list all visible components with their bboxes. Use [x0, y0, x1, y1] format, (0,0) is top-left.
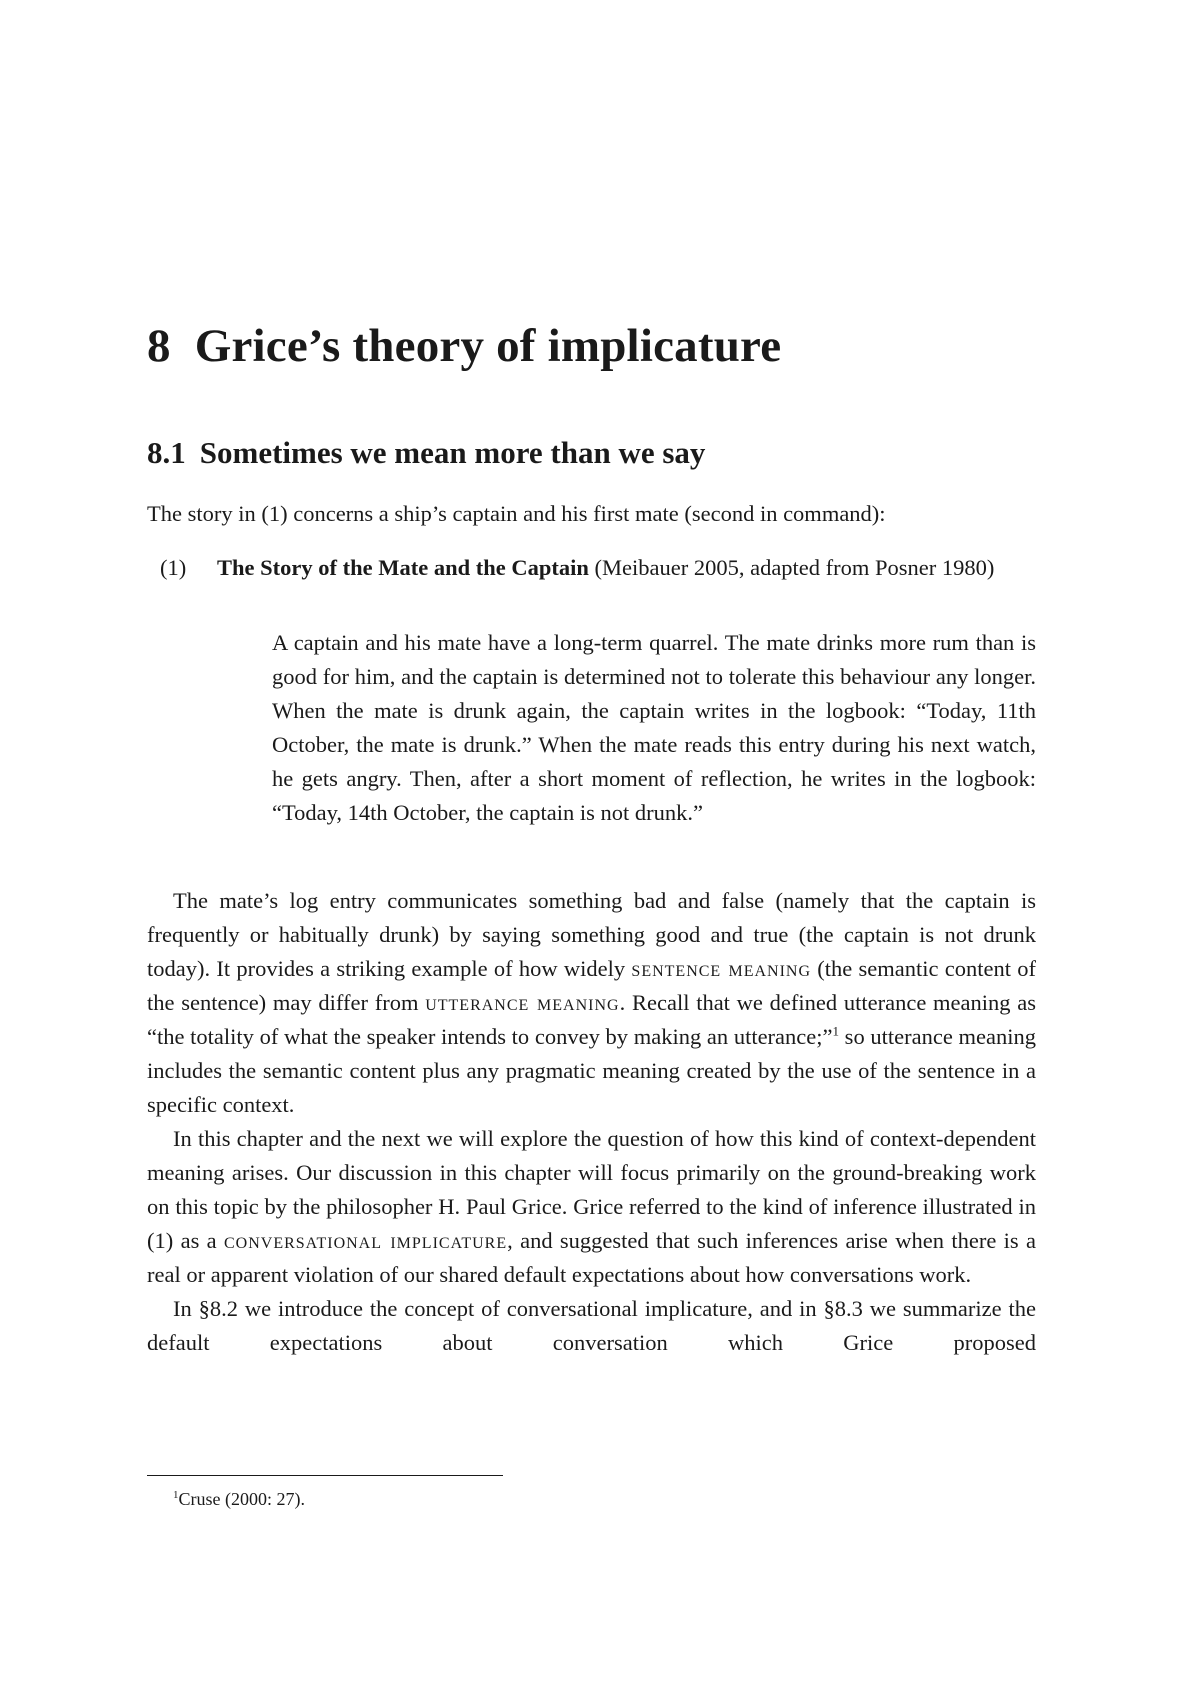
paragraph-2 — [147, 1122, 1036, 1292]
paragraph-1-text-b: (the semantic content of the sentence) may differ from — [147, 956, 1036, 1015]
chapter-title — [147, 318, 781, 374]
section-title — [147, 433, 705, 473]
paragraph-2-text-b: , and suggested that such inferences arise when there is a real or apparent violation of our shared default expectations about how conversations work. — [147, 1228, 1036, 1287]
section-title-text: Sometimes we mean more than we say — [199, 435, 706, 470]
footnote-mark: 1 — [173, 1489, 179, 1501]
chapter-number: 8 — [147, 320, 171, 372]
body-text — [147, 884, 1036, 1360]
footnote — [173, 1486, 305, 1512]
paragraph-1 — [147, 884, 1036, 1122]
chapter-title-text: Grice’s theory of implicature — [194, 320, 782, 372]
paragraph-1-text-a: The mate’s log entry communicates something bad and false (namely that the captain is frequently or habitually drunk) by saying something good and true (the captain is not drunk today). It provides a striking example of how widely — [147, 888, 1036, 981]
example-source: (Meibauer 2005, adapted from Posner 1980) — [588, 555, 995, 580]
footnote-reference[interactable]: 1 — [832, 1023, 839, 1039]
term-conversational-implicature: conversational implicature — [224, 1228, 508, 1253]
paragraph-1-text-d: so utterance meaning includes the semantic content plus any pragmatic meaning created by the use of the sentence in a specific context. — [147, 1024, 1036, 1117]
paragraph-3: In §8.2 we introduce the concept of conversational implicature, and in §8.3 we summarize the default expectations about conversation which Grice proposed — [147, 1296, 1036, 1355]
term-utterance-meaning: utterance meaning — [425, 990, 620, 1015]
paragraph-1-text-c: . Recall that we defined utterance meaning as “the totality of what the speaker intends to convey by making an utterance;” — [147, 990, 1037, 1049]
example-heading — [217, 551, 1036, 585]
example-quote: A captain and his mate have a long-term quarrel. The mate drinks more rum than is good for him, and the captain is determined not to tolerate this behaviour any longer. When the mate is drunk again, the captain writes in the logbook: “Today, 11th October, the mate is drunk.” When the mate reads this entry during his next watch, he gets angry. Then, after a short moment of reflection, he writes in the logbook: “Today, 14th October, the captain is not drunk.” — [272, 630, 1036, 825]
intro-sentence: The story in (1) concerns a ship’s captain and his first mate (second in command): — [147, 501, 886, 526]
footnote-divider — [147, 1475, 503, 1476]
section-number: 8.1 — [147, 435, 186, 470]
term-sentence-meaning: sentence meaning — [631, 956, 812, 981]
example-title: The Story of the Mate and the Captain — [217, 555, 589, 580]
document-page — [147, 0, 1036, 1695]
paragraph-2-text-a: In this chapter and the next we will explore the question of how this kind of context-dependent meaning arises. Our discussion in this chapter will focus primarily on the ground-breaking work on this topic by the philosopher H. Paul Grice. Grice referred to the kind of inference illustrated in (1) as a — [147, 1126, 1036, 1253]
example-number: (1) — [160, 555, 187, 580]
footnote-text: Cruse (2000: 27). — [178, 1489, 305, 1509]
